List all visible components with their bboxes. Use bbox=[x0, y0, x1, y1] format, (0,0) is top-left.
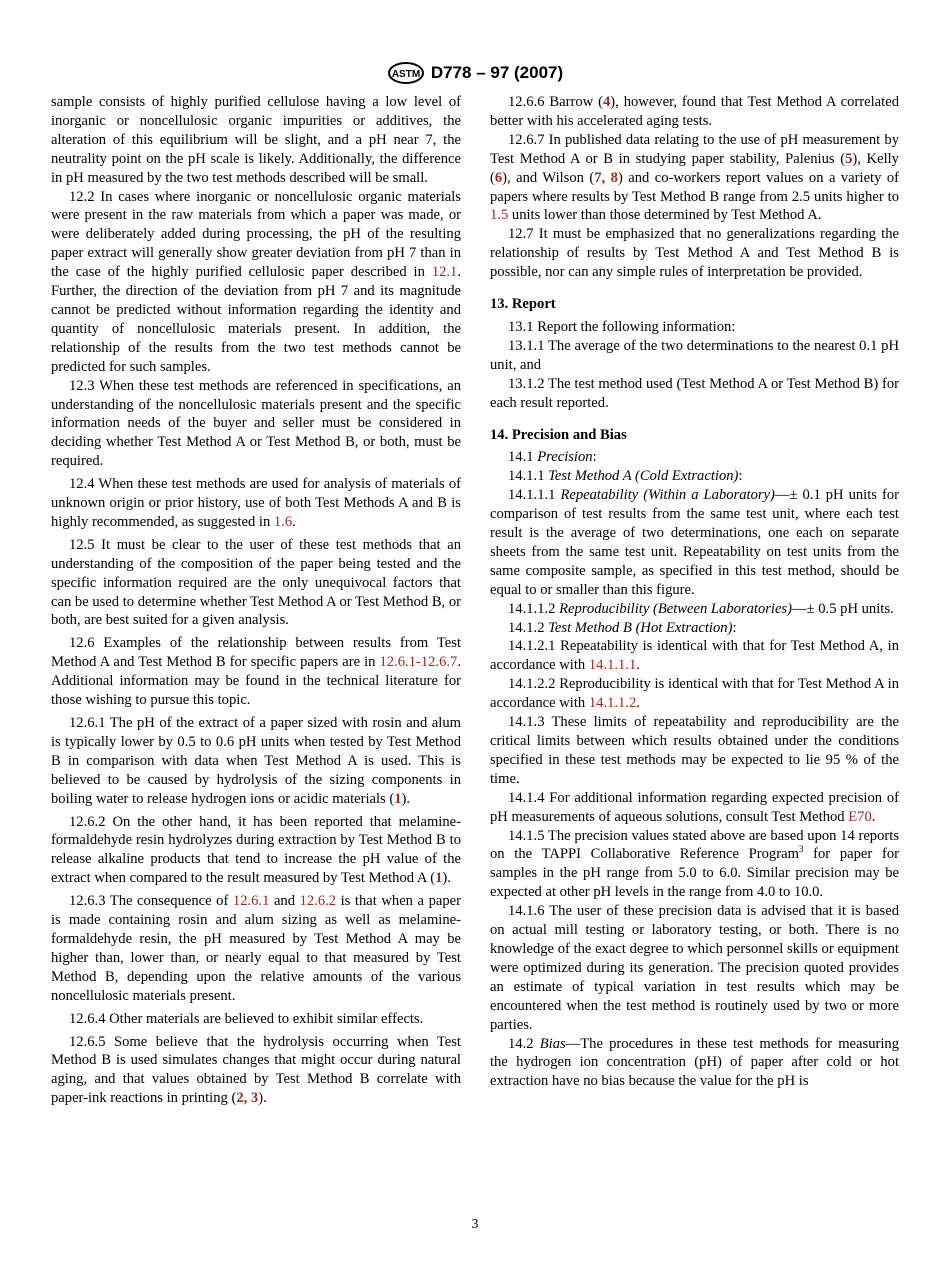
section-heading-precision-bias: 14. Precision and Bias bbox=[490, 426, 627, 443]
reference-link[interactable]: 6 bbox=[494, 169, 503, 186]
paragraph-12-3: 12.3 When these test methods are referenced in specifications, an understanding of the noncellulosic materials present and the specific information needs of the buyer and seller must be considered in deciding whether Test Method A or Test Method B, or both, must be required. bbox=[51, 377, 461, 470]
paragraph-14-1-1-2: 14.1.1.2 Reproducibility (Between Laboratories)—± 0.5 pH units. bbox=[508, 600, 894, 617]
page-header bbox=[0, 60, 950, 86]
link-1-5[interactable]: 1.5 bbox=[490, 207, 509, 224]
paragraph-14-1-3: 14.1.3 These limits of repeatability and reproducibility are the critical limits between which results obtained under the conditions specified in these test methods may be expected to lie 95 % of the time. bbox=[490, 714, 899, 787]
link-14-1-1-1[interactable]: 14.1.1.1 bbox=[588, 657, 637, 674]
paragraph-14-1-4: 14.1.4 For additional information regarding expected precision of pH measurements of aqueous solutions, consult Test Method E70. bbox=[490, 789, 899, 825]
link-12-1[interactable]: 12.1 bbox=[431, 264, 458, 281]
paragraph-12-6: 12.6 Examples of the relationship between results from Test Method A and Test Method B for specific papers are in 12.6.1-12.6.7. Additional information may be found in the technical literature for those wishing to pursue this topic. bbox=[51, 635, 461, 709]
section-heading-report: 13. Report bbox=[490, 296, 556, 313]
paragraph-14-1-5: 14.1.5 The precision values stated above are based upon 14 reports on the TAPPI Collaborative Reference Program$^3$ for paper for samples in the pH range from 5.0 to 6.0. Similar precision may be expected at other pH levels in the range from 4.0 to 10.0. bbox=[490, 827, 899, 901]
link-e70[interactable]: E70 bbox=[848, 808, 872, 825]
paragraph-14-1-1-1: 14.1.1.1 Repeatability (Within a Laboratory)—± 0.1 pH units for comparison of test results from the same test unit, where each test result is the average of two determinations, one each on separate sheets from the same test unit. Repeatability on test units from the same composite sample, as specified in this test method, should be equal to or smaller than this figure. bbox=[490, 487, 899, 598]
paragraph-12-4: 12.4 When these test methods are used for analysis of materials of unknown origin or prior history, use of both Test Methods A and B is highly recommended, as suggested in 1.6. bbox=[51, 476, 461, 530]
left-column bbox=[51, 93, 461, 1108]
paragraph: sample consists of highly purified cellulose having a low level of inorganic or noncellulosic organic impurities or additives, the alteration of this equilibrium will be slight, and a pH near 7, the neutrality point on the pH scale is likely. Additionally, the difference in pH measured by the two test methods described will be small. bbox=[51, 94, 461, 186]
paragraph-12-6-5: 12.6.5 Some believe that the hydrolysis occurring when Test Method B is used simulates changes that might occur during natural aging, and that values obtained by Test Method B correlate with paper-ink reactions in printing (2, 3). bbox=[51, 1033, 461, 1107]
paragraph-12-5: 12.5 It must be clear to the user of these test methods that an understanding of the composition of the paper being tested and the specific information required are the only unequivocal factors that can be used to determine whether Test Method A or Test Method B, or both, are best suited for a given analysis. bbox=[51, 536, 462, 629]
page-number: 3 bbox=[471, 1217, 479, 1232]
astm-logo-icon bbox=[387, 62, 425, 84]
link-12-6-2[interactable]: 12.6.2 bbox=[299, 893, 337, 910]
paragraph-12-6-6: 12.6.6 Barrow (4), however, found that Test Method A correlated better with his accelerated aging tests. bbox=[490, 94, 899, 129]
paragraph-13-1: 13.1 Report the following information: bbox=[508, 318, 736, 335]
paragraph-13-1-1: 13.1.1 The average of the two determinations to the nearest 0.1 pH unit, and bbox=[490, 337, 899, 373]
paragraph-12-7: 12.7 It must be emphasized that no generalizations regarding the relationship of results by Test Method A and Test Method B is possible, nor can any simple rules of interpretation be provided. bbox=[490, 226, 899, 281]
paragraph-14-1-2-1: 14.1.2.1 Repeatability is identical with that for Test Method A, in accordance with 14.1.1.1. bbox=[490, 638, 899, 674]
paragraph-14-2: 14.2 Bias—The procedures in these test methods for measuring the hydrogen ion concentration (pH) of paper after cold or hot extraction have no bias because the value for the pH is bbox=[490, 1035, 899, 1090]
paragraph-14-1-2: 14.1.2 Test Method B (Hot Extraction): bbox=[508, 619, 737, 636]
document-designation: D778 – 97 (2007) bbox=[430, 63, 564, 82]
paragraph-12-6-4: 12.6.4 Other materials are believed to exhibit similar effects. bbox=[69, 1010, 424, 1027]
link-12-6-range[interactable]: 12.6.1-12.6.7 bbox=[379, 654, 458, 671]
link-12-6-1[interactable]: 12.6.1 bbox=[232, 893, 270, 910]
paragraph-14-1-1: 14.1.1 Test Method A (Cold Extraction): bbox=[508, 468, 743, 485]
paragraph-12-2: 12.2 In cases where inorganic or noncellulosic organic materials were present in the raw materials from which a paper was made, or were deliberately added during processing, the pH of the resulting paper extract will generally show greater deviation from pH 7 than in the case of the highly purified cellulosic paper described in 12.1. Further, the direction of the deviation from pH 7 and its magnitude cannot be predicted without information regarding the identity and quantity of noncellulosic materials present. In addition, the relationship of the results from the two test methods cannot be predicted for such samples. bbox=[51, 188, 462, 375]
paragraph-12-6-2: 12.6.2 On the other hand, it has been reported that melamine-formaldehyde resin hydrolyzes during extraction by Test Method B to release alkaline products that tend to increase the pH value of the extract when compared to the result measured by Test Method A (1). bbox=[51, 813, 461, 887]
reference-link[interactable]: 5 bbox=[845, 150, 853, 167]
paragraph-14-1-2-2: 14.1.2.2 Reproducibility is identical with that for Test Method A in accordance with 14.1.1.2. bbox=[490, 676, 899, 712]
link-14-1-1-2[interactable]: 14.1.1.2 bbox=[588, 695, 637, 712]
reference-link[interactable]: 7, 8 bbox=[594, 169, 618, 186]
paragraph-12-6-1: 12.6.1 The pH of the extract of a paper sized with rosin and alum is typically lower by 0.5 to 0.6 pH units when tested by Test Method B in comparison with data when Test Method A is used. This is believed to be caused by hydrolysis of the sizing components in boiling water to release hydrogen ions or acidic materials (1). bbox=[51, 715, 461, 807]
link-1-6[interactable]: 1.6 bbox=[273, 513, 293, 530]
paragraph-14-1: 14.1 Precision: bbox=[508, 449, 597, 466]
reference-link[interactable]: 4 bbox=[602, 94, 611, 110]
right-column bbox=[490, 93, 899, 1091]
reference-link[interactable]: 1 bbox=[394, 790, 402, 807]
paragraph-14-1-6: 14.1.6 The user of these precision data is advised that it is based on actual mill testing or laboratory testing, or both. There is no knowledge of the exact degree to which personnel skills or equipment were optimized during its generation. The precision quoted provides an estimate of typical variation in test results which may be encountered when the test method is routinely used by two or more parties. bbox=[490, 903, 899, 1033]
reference-link[interactable]: 2, 3 bbox=[236, 1090, 259, 1107]
footnote-marker: 3 bbox=[798, 844, 804, 855]
svg-text:ASTM: ASTM bbox=[391, 69, 420, 80]
reference-link[interactable]: 1 bbox=[435, 870, 443, 887]
paragraph-13-1-2: 13.1.2 The test method used (Test Method A or Test Method B) for each result reported. bbox=[490, 375, 899, 411]
paragraph-12-6-7: 12.6.7 In published data relating to the use of pH measurement by Test Method A or B in studying paper stability, Palenius (5), Kelly (6), and Wilson (7, 8) and co-workers report values on a variety of papers where results by Test Method B range from 2.5 units higher to 1.5 units lower than those determined by Test Method A. bbox=[490, 131, 899, 224]
paragraph-12-6-3: 12.6.3 The consequence of 12.6.1 and 12.6.2 is that when a paper is made containing rosin and alum sizing as well as melamine-formaldehyde resin, the pH measured by Test Method A may be higher than, lower than, or nearly equal to that measured by Test Method B, depending upon the relative amounts of the various noncellulosic materials present. bbox=[51, 893, 461, 1004]
